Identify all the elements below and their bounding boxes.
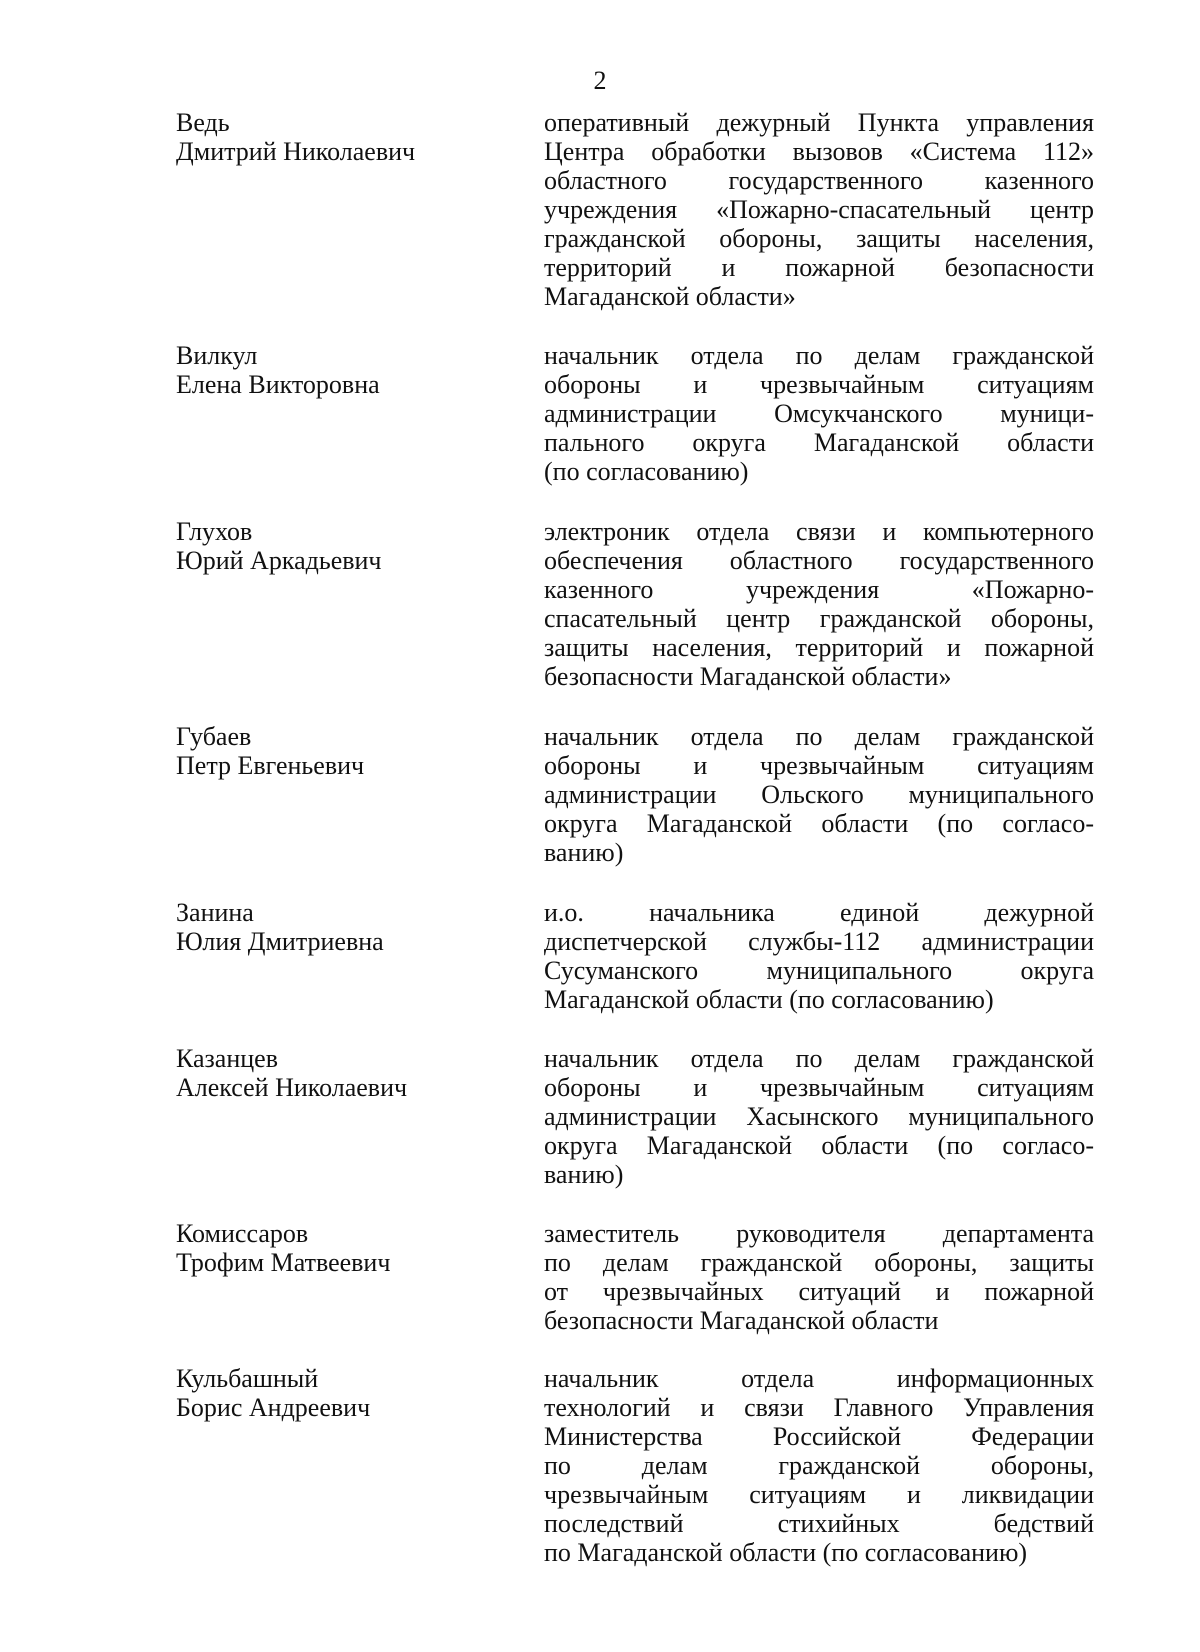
description-line: (по согласованию) — [544, 457, 749, 486]
description-line: начальник отдела по делам гражданской — [544, 722, 1094, 751]
person-name — [176, 898, 496, 956]
position-description — [544, 517, 1094, 691]
description-line: диспетчерской службы-112 администрации — [544, 927, 1094, 956]
description-line: территорий и пожарной безопасности — [544, 253, 1094, 282]
description-line: начальник отдела по делам гражданской — [544, 1044, 1094, 1073]
position-description — [544, 722, 1094, 867]
surname: Занина — [176, 898, 254, 927]
given-name: Юрий Аркадьевич — [176, 546, 382, 575]
position-description — [544, 1044, 1094, 1189]
description-line: и.о. начальника единой дежурной — [544, 898, 1094, 927]
person-name — [176, 517, 496, 575]
description-line: защиты населения, территорий и пожарной — [544, 633, 1094, 662]
surname: Губаев — [176, 722, 252, 751]
description-line: Сусуманского муниципального округа — [544, 956, 1094, 985]
description-line: технологий и связи Главного Управления — [544, 1393, 1094, 1422]
description-line: Министерства Российской Федерации — [544, 1422, 1094, 1451]
position-description — [544, 341, 1094, 486]
description-line: по делам гражданской обороны, — [544, 1451, 1094, 1480]
given-name: Трофим Матвеевич — [176, 1248, 391, 1277]
surname: Ведь — [176, 108, 230, 137]
description-line: последствий стихийных бедствий — [544, 1509, 1094, 1538]
description-line: администрации Ольского муниципального — [544, 780, 1094, 809]
position-description — [544, 1364, 1094, 1567]
position-description — [544, 1219, 1094, 1335]
description-line: ванию) — [544, 838, 624, 867]
person-name — [176, 1219, 496, 1277]
given-name: Юлия Дмитриевна — [176, 927, 384, 956]
description-line: по Магаданской области (по согласованию) — [544, 1538, 1028, 1567]
given-name: Елена Викторовна — [176, 370, 380, 399]
given-name: Дмитрий Николаевич — [176, 137, 416, 166]
given-name: Петр Евгеньевич — [176, 751, 365, 780]
description-line: обеспечения областного государственного — [544, 546, 1094, 575]
surname: Глухов — [176, 517, 253, 546]
description-line: округа Магаданской области (по согласо- — [544, 809, 1094, 838]
description-line: обороны и чрезвычайным ситуациям — [544, 1073, 1094, 1102]
position-description — [544, 108, 1094, 311]
person-name — [176, 1044, 496, 1102]
description-line: казенного учреждения «Пожарно- — [544, 575, 1094, 604]
person-name — [176, 341, 496, 399]
page-number: 2 — [593, 66, 607, 95]
surname: Кульбашный — [176, 1364, 319, 1393]
description-line: округа Магаданской области (по согласо- — [544, 1131, 1094, 1160]
description-line: безопасности Магаданской области» — [544, 662, 952, 691]
description-line: начальник отдела по делам гражданской — [544, 341, 1094, 370]
description-line: Магаданской области» — [544, 282, 796, 311]
surname: Казанцев — [176, 1044, 278, 1073]
description-line: чрезвычайным ситуациям и ликвидации — [544, 1480, 1094, 1509]
description-line: безопасности Магаданской области — [544, 1306, 939, 1335]
surname: Вилкул — [176, 341, 258, 370]
description-line: электроник отдела связи и компьютерного — [544, 517, 1094, 546]
given-name: Борис Андреевич — [176, 1393, 371, 1422]
description-line: заместитель руководителя департамента — [544, 1219, 1094, 1248]
description-line: оперативный дежурный Пункта управления — [544, 108, 1094, 137]
description-line: гражданской обороны, защиты населения, — [544, 224, 1094, 253]
surname: Комиссаров — [176, 1219, 309, 1248]
description-line: областного государственного казенного — [544, 166, 1094, 195]
description-line: обороны и чрезвычайным ситуациям — [544, 370, 1094, 399]
description-line: Магаданской области (по согласованию) — [544, 985, 994, 1014]
person-name — [176, 108, 496, 166]
description-line: спасательный центр гражданской обороны, — [544, 604, 1094, 633]
given-name: Алексей Николаевич — [176, 1073, 408, 1102]
description-line: администрации Хасынского муниципального — [544, 1102, 1094, 1131]
description-line: пального округа Магаданской области — [544, 428, 1094, 457]
description-line: по делам гражданской обороны, защиты — [544, 1248, 1094, 1277]
person-name — [176, 1364, 496, 1422]
person-name — [176, 722, 496, 780]
description-line: администрации Омсукчанского муници- — [544, 399, 1094, 428]
description-line: начальник отдела информационных — [544, 1364, 1094, 1393]
description-line: обороны и чрезвычайным ситуациям — [544, 751, 1094, 780]
description-line: от чрезвычайных ситуаций и пожарной — [544, 1277, 1094, 1306]
position-description — [544, 898, 1094, 1014]
description-line: Центра обработки вызовов «Система 112» — [544, 137, 1094, 166]
description-line: ванию) — [544, 1160, 624, 1189]
description-line: учреждения «Пожарно-спасательный центр — [544, 195, 1094, 224]
